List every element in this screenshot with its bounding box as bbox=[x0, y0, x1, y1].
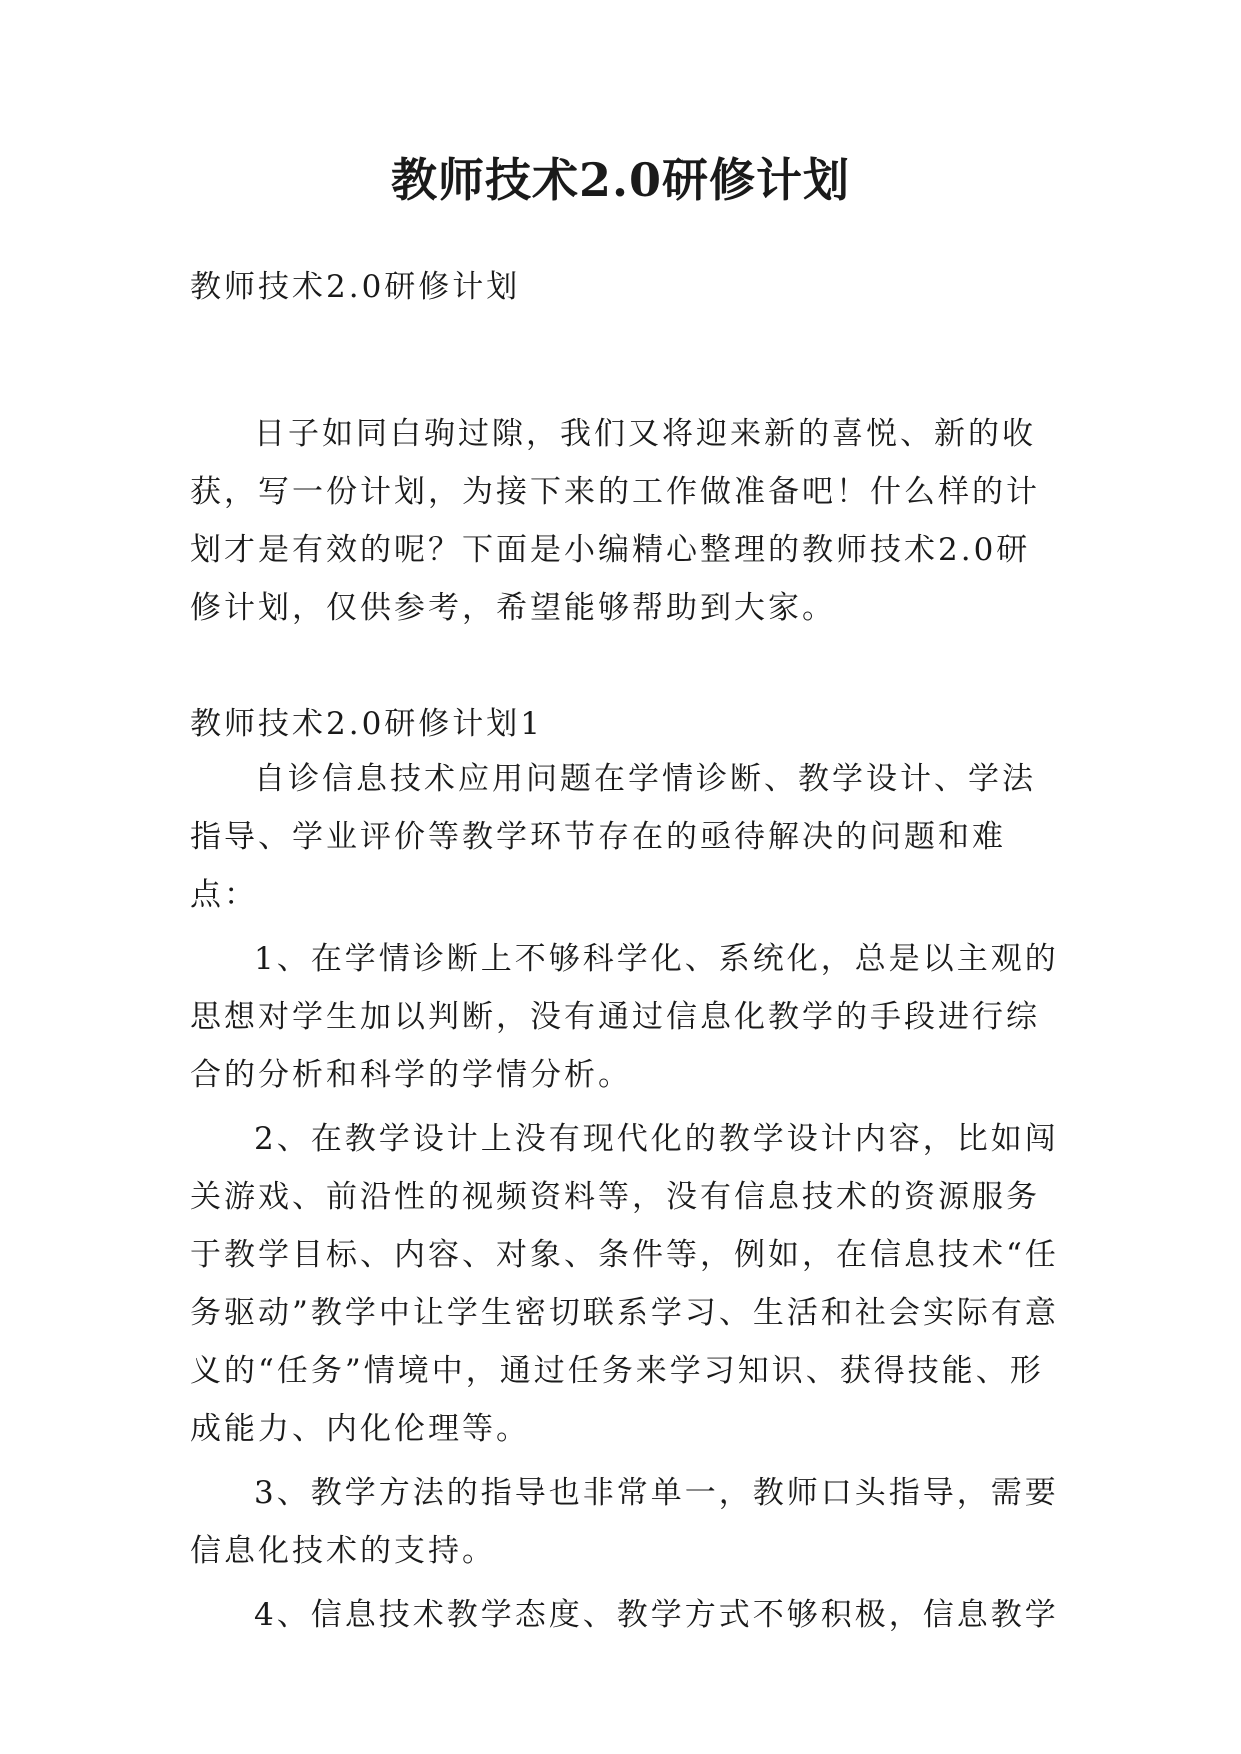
intro-paragraph: 日子如同白驹过隙，我们又将迎来新的喜悦、新的收获，写一份计划，为接下来的工作做准备吧！什么样的计划才是有效的呢？下面是小编精心整理的教师技术2.0研修计划，仅供参考，希望能够帮助到大家。 bbox=[190, 416, 1040, 626]
paragraph-point-2: 2、在教学设计上没有现代化的教学设计内容，比如闯关游戏、前沿性的视频资料等，没有信息技术的资源服务于教学目标、内容、对象、条件等，例如，在信息技术“任务驱动”教学中让学生密切联系学习、生活和社会实际有意义的“任务”情境中，通过任务来学习知识、获得技能、形成能力、内化伦理等。 bbox=[190, 1121, 1059, 1447]
section-body bbox=[190, 750, 1060, 1644]
paragraph-point-1: 1、在学情诊断上不够科学化、系统化，总是以主观的思想对学生加以判断，没有通过信息化教学的手段进行综合的分析和科学的学情分析。 bbox=[190, 941, 1059, 1093]
document-subtitle: 教师技术2.0研修计划 bbox=[190, 269, 521, 305]
section-title: 教师技术2.0研修计划1 bbox=[190, 706, 544, 742]
paragraph-problems-intro: 自诊信息技术应用问题在学情诊断、教学设计、学法指导、学业评价等教学环节存在的亟待解决的问题和难点： bbox=[190, 761, 1036, 913]
paragraph-point-3: 3、教学方法的指导也非常单一，教师口头指导，需要信息化技术的支持。 bbox=[190, 1475, 1059, 1569]
document-title: 教师技术2.0研修计划 bbox=[390, 153, 851, 207]
paragraph-point-4: 4、信息技术教学态度、教学方式不够积极，信息教学 bbox=[254, 1597, 1059, 1633]
